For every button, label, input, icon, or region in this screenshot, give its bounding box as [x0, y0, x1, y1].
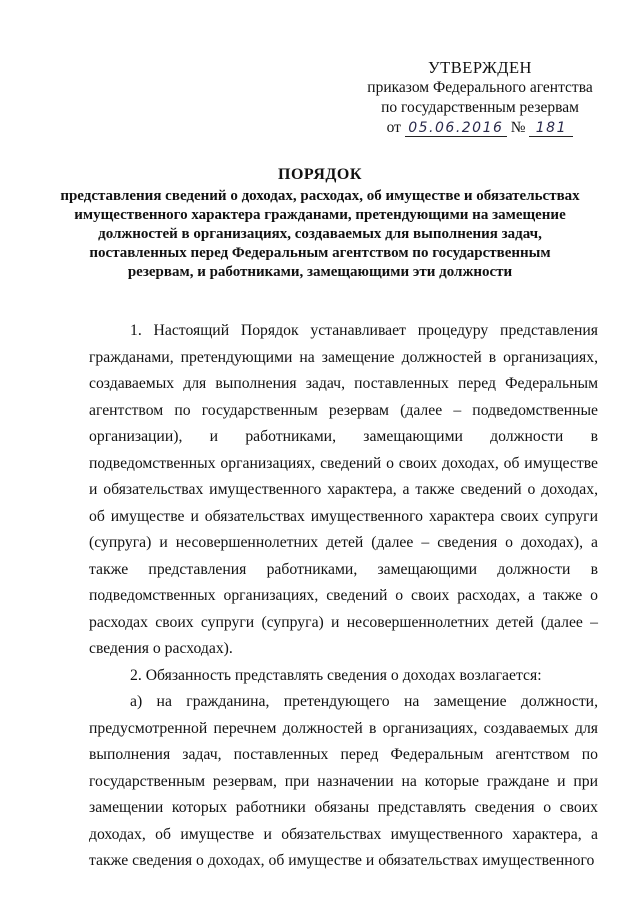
paragraph-1: 1. Настоящий Порядок устанавливает процедуру представления гражданами, претендующими на замещение должностей в организациях, создаваемых для выполнения задач, поставленных перед Федеральным агентством по государственным резервам (далее – подведомственные организации), и работниками, замещающими должности в подведомственных организациях, сведений о своих доходах, об имуществе и обязательствах имущественного характера, а также сведений о доходах, об имуществе и обязательствах имущественного характера своих супруги (супруга) и несовершеннолетних детей (далее – сведения о доходах), а также представления работниками, замещающими должности в подведомственных организациях, сведений о своих расходах, а также о расходах своих супруги (супруга) и несовершеннолетних детей (далее – сведения о расходах).	[89, 322, 598, 657]
approval-stamp	[350, 58, 610, 138]
number-label: №	[510, 119, 526, 136]
approval-line-2: по государственным резервам	[381, 99, 579, 116]
document-body	[89, 318, 598, 875]
document-title	[60, 163, 580, 282]
handwritten-date: 05.06.2016	[405, 121, 507, 137]
approval-date-line	[350, 118, 610, 138]
paragraph-2a: а) на гражданина, претендующего на замещение должности, предусмотренной перечнем должностей в организациях, создаваемых для выполнения задач, поставленных перед Федеральным агентством по государственным резервам, при назначении на которые граждане и при замещении которых работники обязаны представлять сведения о своих доходах, об имуществе и обязательствах имущественного характера, а также сведения о доходах, об имуществе и обязательствах имущественного	[89, 693, 598, 869]
handwritten-number: 181	[529, 121, 573, 137]
from-label: от	[386, 119, 401, 136]
approved-label: УТВЕРЖДЕН	[428, 58, 532, 77]
title-subtitle: представления сведений о доходах, расходах, об имуществе и обязательствах имущественного характера гражданами, претендующими на замещение должностей в организациях, создаваемых для выполнения задач, поставленных перед Федеральным агентством по государственным резервам, и работниками, замещающими эти должности	[60, 188, 580, 280]
paragraph-2: 2. Обязанность представлять сведения о доходах возлагается:	[130, 666, 542, 684]
approval-line-1: приказом Федерального агентства	[367, 79, 593, 96]
title-heading: ПОРЯДОК	[278, 166, 362, 183]
